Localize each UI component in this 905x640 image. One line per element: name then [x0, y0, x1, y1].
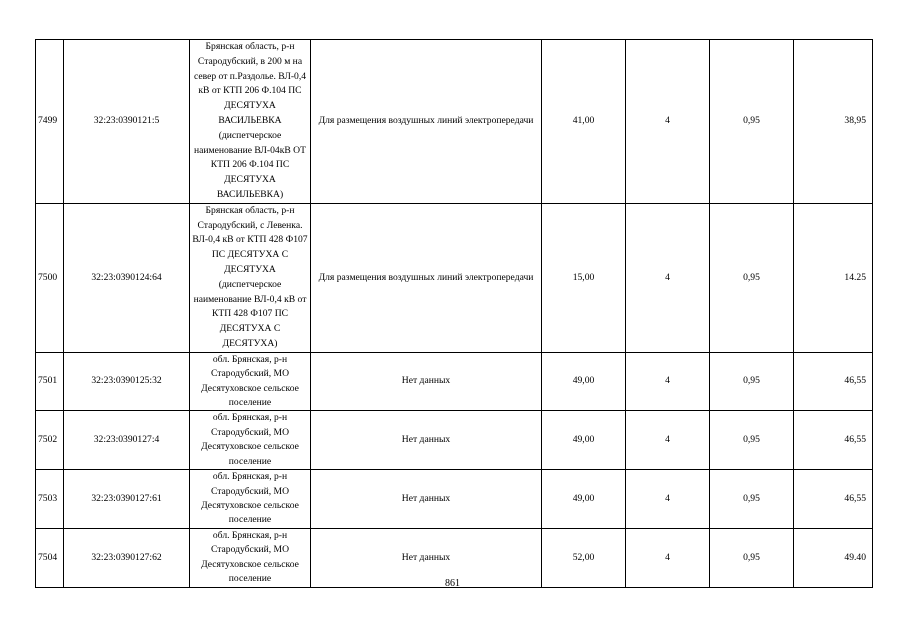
table-row [36, 352, 873, 411]
value-col8: 14.25 [794, 203, 873, 352]
value-col8: 49.40 [794, 528, 873, 587]
value-col5: 15,00 [542, 203, 626, 352]
value-col5: 41,00 [542, 40, 626, 204]
row-number: 7500 [36, 203, 64, 352]
table-row [36, 203, 873, 352]
plot-address: обл. Брянская, р-н Стародубский, МО Десятуховское сельское поселение [190, 528, 311, 587]
row-number: 7499 [36, 40, 64, 204]
value-col6: 4 [626, 469, 710, 528]
value-col5: 52,00 [542, 528, 626, 587]
plot-address: обл. Брянская, р-н Стародубский, МО Десятуховское сельское поселение [190, 469, 311, 528]
cadastral-number: 32:23:0390127:61 [64, 469, 190, 528]
value-col8: 46,55 [794, 352, 873, 411]
value-col8: 46,55 [794, 469, 873, 528]
value-col7: 0,95 [710, 411, 794, 470]
plot-address: Брянская область, р-н Стародубский, в 200 м на север от п.Раздолье. ВЛ-0,4 кВ от КТП 206 Ф.104 ПС ДЕСЯТУХА ВАСИЛЬЕВКА (диспетчерское наименование ВЛ-04кВ ОТ КТП 206 Ф.104 ПС ДЕСЯТУХА ВАСИЛЬЕВКА) [190, 40, 311, 204]
value-col5: 49,00 [542, 469, 626, 528]
row-number: 7503 [36, 469, 64, 528]
value-col6: 4 [626, 528, 710, 587]
permitted-use: Нет данных [311, 469, 542, 528]
value-col8: 46,55 [794, 411, 873, 470]
value-col7: 0,95 [710, 469, 794, 528]
plot-address: обл. Брянская, р-н Стародубский, МО Десятуховское сельское поселение [190, 411, 311, 470]
value-col6: 4 [626, 40, 710, 204]
value-col7: 0,95 [710, 528, 794, 587]
value-col5: 49,00 [542, 352, 626, 411]
table-row [36, 411, 873, 470]
value-col7: 0,95 [710, 203, 794, 352]
row-number: 7502 [36, 411, 64, 470]
value-col8: 38,95 [794, 40, 873, 204]
permitted-use: Нет данных [311, 528, 542, 587]
permitted-use: Для размещения воздушных линий электропередачи [311, 40, 542, 204]
value-col6: 4 [626, 352, 710, 411]
cadastral-number: 32:23:0390127:4 [64, 411, 190, 470]
cadastral-number: 32:23:0390127:62 [64, 528, 190, 587]
value-col5: 49,00 [542, 411, 626, 470]
value-col6: 4 [626, 411, 710, 470]
plot-address: Брянская область, р-н Стародубский, с Левенка. ВЛ-0,4 кВ от КТП 428 Ф107 ПС ДЕСЯТУХА С ДЕСЯТУХА (диспетчерское наименование ВЛ-0,4 кВ от КТП 428 Ф107 ПС ДЕСЯТУХА С ДЕСЯТУХА) [190, 203, 311, 352]
row-number: 7504 [36, 528, 64, 587]
value-col7: 0,95 [710, 352, 794, 411]
value-col7: 0,95 [710, 40, 794, 204]
permitted-use: Нет данных [311, 352, 542, 411]
value-col6: 4 [626, 203, 710, 352]
cadastral-number: 32:23:0390121:5 [64, 40, 190, 204]
plot-address: обл. Брянская, р-н Стародубский, МО Десятуховское сельское поселение [190, 352, 311, 411]
page-number: 861 [445, 578, 460, 589]
table-row [36, 40, 873, 204]
cadastral-number: 32:23:0390125:32 [64, 352, 190, 411]
land-plots-table [35, 39, 873, 588]
permitted-use: Нет данных [311, 411, 542, 470]
cadastral-number: 32:23:0390124:64 [64, 203, 190, 352]
permitted-use: Для размещения воздушных линий электропередачи [311, 203, 542, 352]
row-number: 7501 [36, 352, 64, 411]
table-row [36, 469, 873, 528]
